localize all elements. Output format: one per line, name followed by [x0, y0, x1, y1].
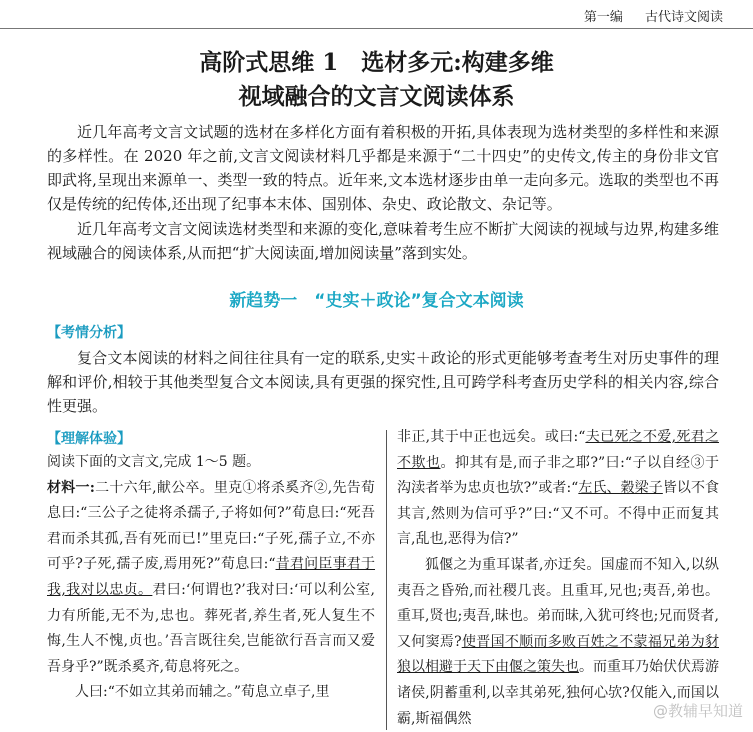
main-title-line-1: 高阶式思维 1 选材多元:构建多维 [199, 49, 554, 76]
main-title-line-2: 视域融合的文言文阅读体系 [238, 83, 515, 110]
right-text-d: 狐偃之为重耳谋者,亦迂矣。国虚而不知入,以纵夷吾之昏殆,而社稷几丧。且重耳,兄也;夷吾,弟也。重耳,贤也;夷吾,昧也。弟而昧,入犹可终也;兄而贤者,又何窦焉? [397, 556, 719, 650]
material-1-text-a: 二十六年,献公卒。里克①将杀奚齐②,先告荀息曰:“三公子之徒将杀孺子,子将如何?”荀息曰:“死吾君而杀其孤,吾有死而已!”里克曰:“子死,孺子立,不亦可乎?子死,孺子废,焉用死?”荀息曰:“ [47, 479, 376, 573]
column-divider [386, 430, 387, 730]
material-1-label: 材料一: [47, 479, 95, 496]
material-1-paragraph [47, 476, 375, 681]
material-1-text-b: 君曰:‘何谓也?’我对曰:‘可以利公室,力有所能,无不为,忠也。葬死者,养生者,死人复生不悔,生人不愧,贞也。’吾言既往矣,岂能欲行吾言而又爱吾身乎?”既杀奚齐,荀息将死之。 [47, 581, 375, 675]
material-1-paragraph-2: 人曰:“不如立其弟而辅之。”荀息立卓子,里 [75, 684, 330, 701]
instruction-text: 阅读下面的文言文,完成 1～5 题。 [47, 454, 261, 470]
page-header [0, 0, 753, 29]
right-column [397, 425, 719, 732]
right-text-e: 。而重耳乃始伏伏焉游诸侯,阴蓄重利,以幸其弟死,独何心欤?仅能入,而国以霸,斯福偶然 [397, 659, 719, 727]
part-label: 第一编 [583, 10, 623, 25]
running-head [566, 6, 723, 25]
watermark: @教辅早知道 [652, 702, 743, 720]
intro-paragraph-2: 近几年高考文言文阅读选材类型和来源的变化,意味着考生应不断扩大阅读的视域与边界,构建多维视域融合的阅读体系,从而把“扩大阅读面,增加阅读量”落到实处。 [47, 220, 719, 262]
underlined-sentence-1: 昔君问臣事君于我,我对以忠贞。 [47, 556, 376, 598]
analysis-label: 【考情分析】 [47, 325, 131, 341]
underlined-sentence-3: 使晋国不顺而多败百姓之不蒙福兄弟为豺狼以相避于天下由偃之策失也 [397, 633, 719, 676]
right-text-a: 非正,其于中正也远矣。或曰:“ [397, 429, 586, 445]
right-text-b: 。抑其有是,而子非之耶?”曰:“子以自经③于沟渎者举为忠贞也欤?”或者:“ [397, 454, 719, 497]
experience-label: 【理解体验】 [47, 431, 131, 447]
analysis-paragraph: 复合文本阅读的材料之间往往具有一定的联系,史实＋政论的形式更能够考查考生对历史事件的理解和评价,相较于其他类型复合文本阅读,具有更强的探究性,且可跨学科考查历史学科的相关内容,综合性更强。 [47, 349, 719, 415]
left-column [47, 450, 375, 706]
right-text-c: 皆以不食其言,然则为信可乎?”曰:“又不可。不得中正而复其言,乱也,恶得为信?” [397, 480, 720, 548]
underlined-names: 左氏、穀梁子 [578, 480, 663, 497]
trend-heading: 新趋势一 “史实＋政论”复合文本阅读 [229, 291, 524, 311]
intro-paragraph-1: 近几年高考文言文试题的选材在多样化方面有着积极的开拓,具体表现为选材类型的多样性和来源的多样性。在 2020 年之前,文言文阅读材料几乎都是来源于“二十四史”的史传文,传主的身份非文官即武将,呈现出来源单一、类型一致的特点。近年来,文本选材逐步由单一走向多元。选取的类型也不再仅是传统的纪传体,还出现了纪事本末体、国别体、杂史、政论散文、杂记等。 [47, 123, 719, 213]
right-paragraph-1 [397, 425, 719, 553]
chapter-label: 古代诗文阅读 [644, 10, 723, 25]
underlined-sentence-2: 夫已死之不爱,死君之不欺也 [397, 429, 719, 471]
